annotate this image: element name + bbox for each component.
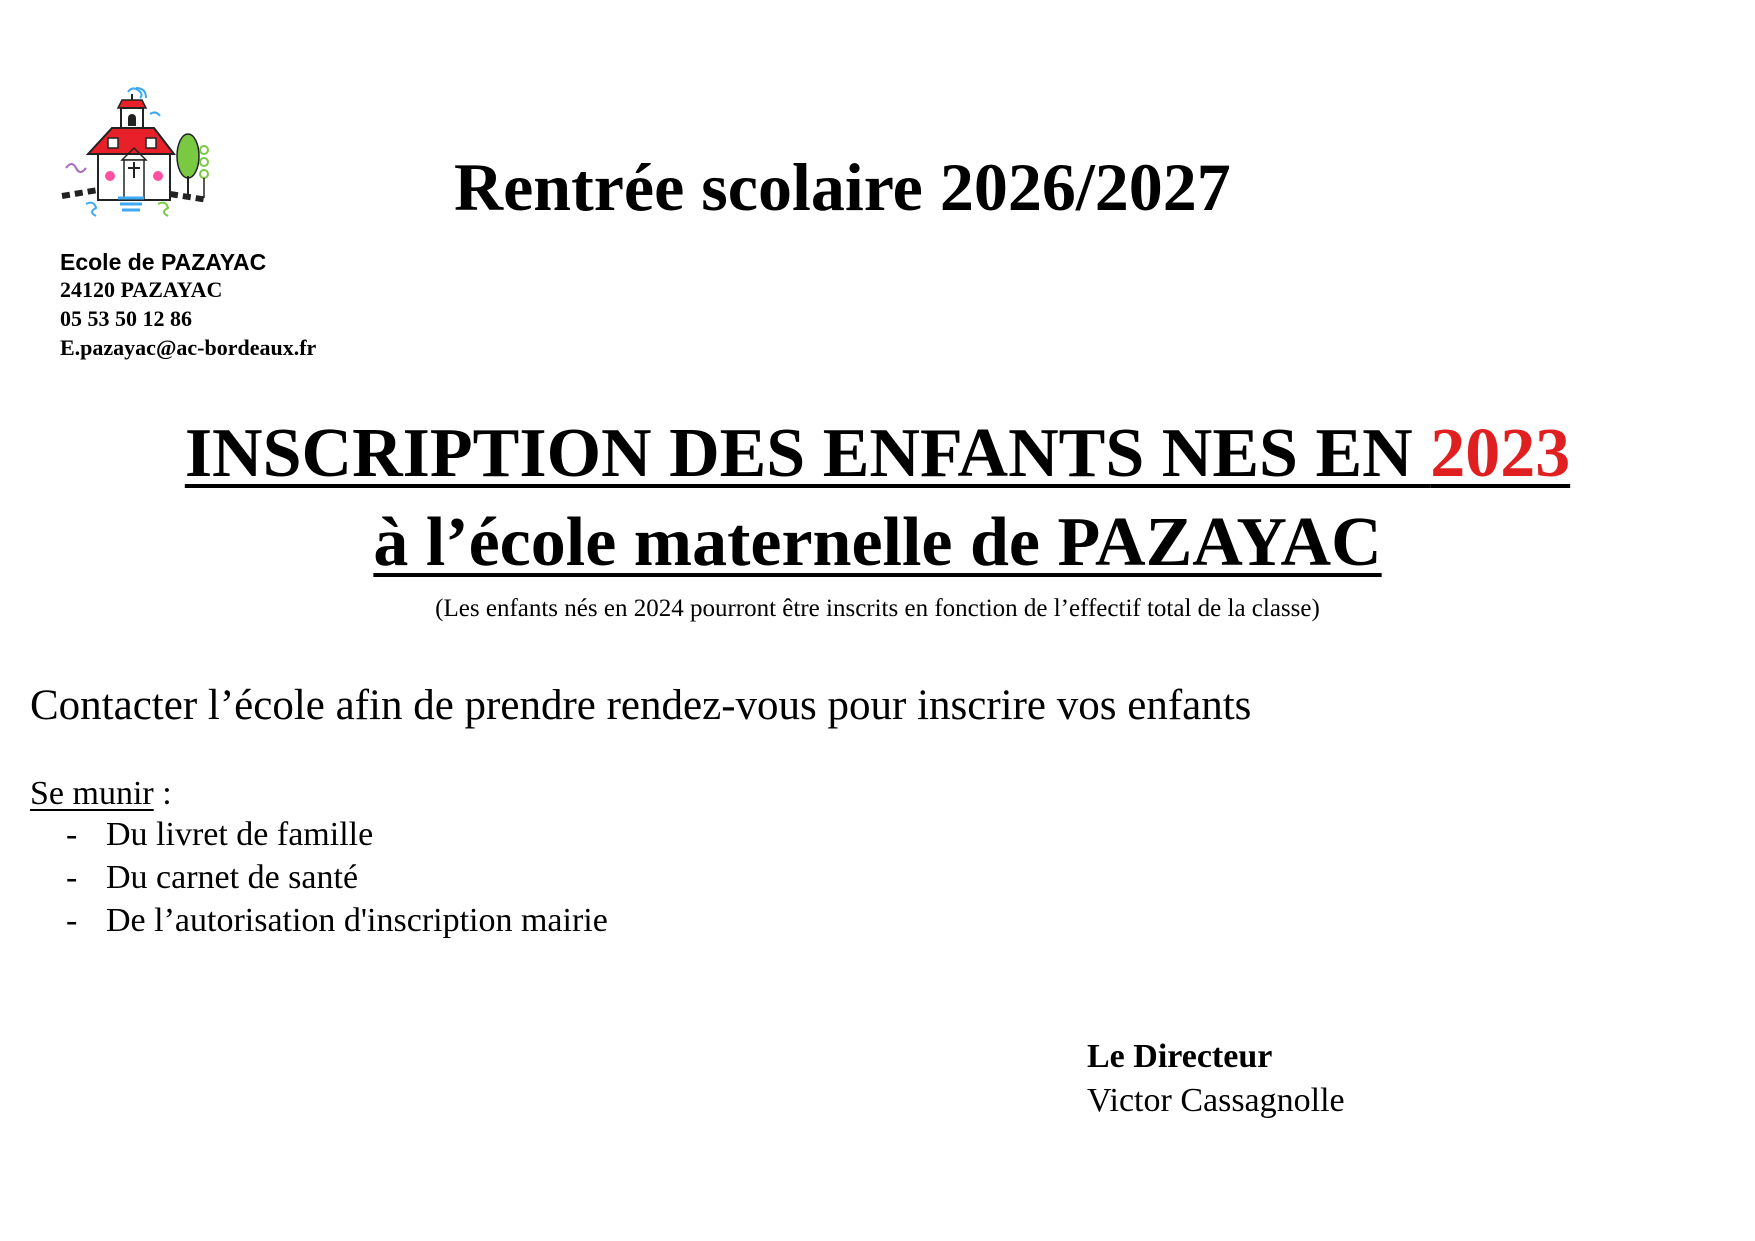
- requirements-label-text: Se munir: [30, 775, 154, 812]
- list-item: [66, 816, 373, 854]
- list-item-text: Du carnet de santé: [106, 859, 359, 896]
- signature-title: Le Directeur: [1087, 1038, 1273, 1075]
- list-item: [66, 902, 608, 940]
- page-title: Rentrée scolaire 2026/2027: [454, 149, 1231, 225]
- announcement-heading-line1: [0, 415, 1755, 492]
- postal-address: 24120 PAZAYAC: [60, 277, 223, 302]
- contact-instruction: Contacter l’école afin de prendre rendez-vous pour inscrire vos enfants: [30, 682, 1252, 729]
- signature-name: Victor Cassagnolle: [1087, 1082, 1345, 1119]
- list-item-text: De l’autorisation d'inscription mairie: [106, 902, 608, 939]
- requirements-label-colon: :: [153, 775, 172, 812]
- email-address: E.pazayac@ac-bordeaux.fr: [60, 335, 317, 360]
- list-dash: -: [66, 902, 78, 939]
- announcement-heading-line2: [0, 504, 1755, 581]
- phone-number: 05 53 50 12 86: [60, 306, 192, 331]
- eligibility-note: (Les enfants nés en 2024 pourront être inscrits en fonction de l’effectif total de la classe): [435, 595, 1320, 622]
- birth-year-highlight: 2023: [1430, 415, 1571, 492]
- list-dash: -: [66, 816, 78, 853]
- list-item-text: Du livret de famille: [106, 816, 374, 853]
- heading-line2-text: à l’école maternelle de PAZAYAC: [373, 504, 1382, 581]
- list-item: [66, 859, 358, 897]
- school-name: Ecole de PAZAYAC: [60, 249, 267, 275]
- heading-prefix: INSCRIPTION DES ENFANTS NES EN: [184, 415, 1431, 492]
- school-house-logo: [58, 86, 234, 246]
- requirements-label: [30, 775, 172, 813]
- list-dash: -: [66, 859, 78, 896]
